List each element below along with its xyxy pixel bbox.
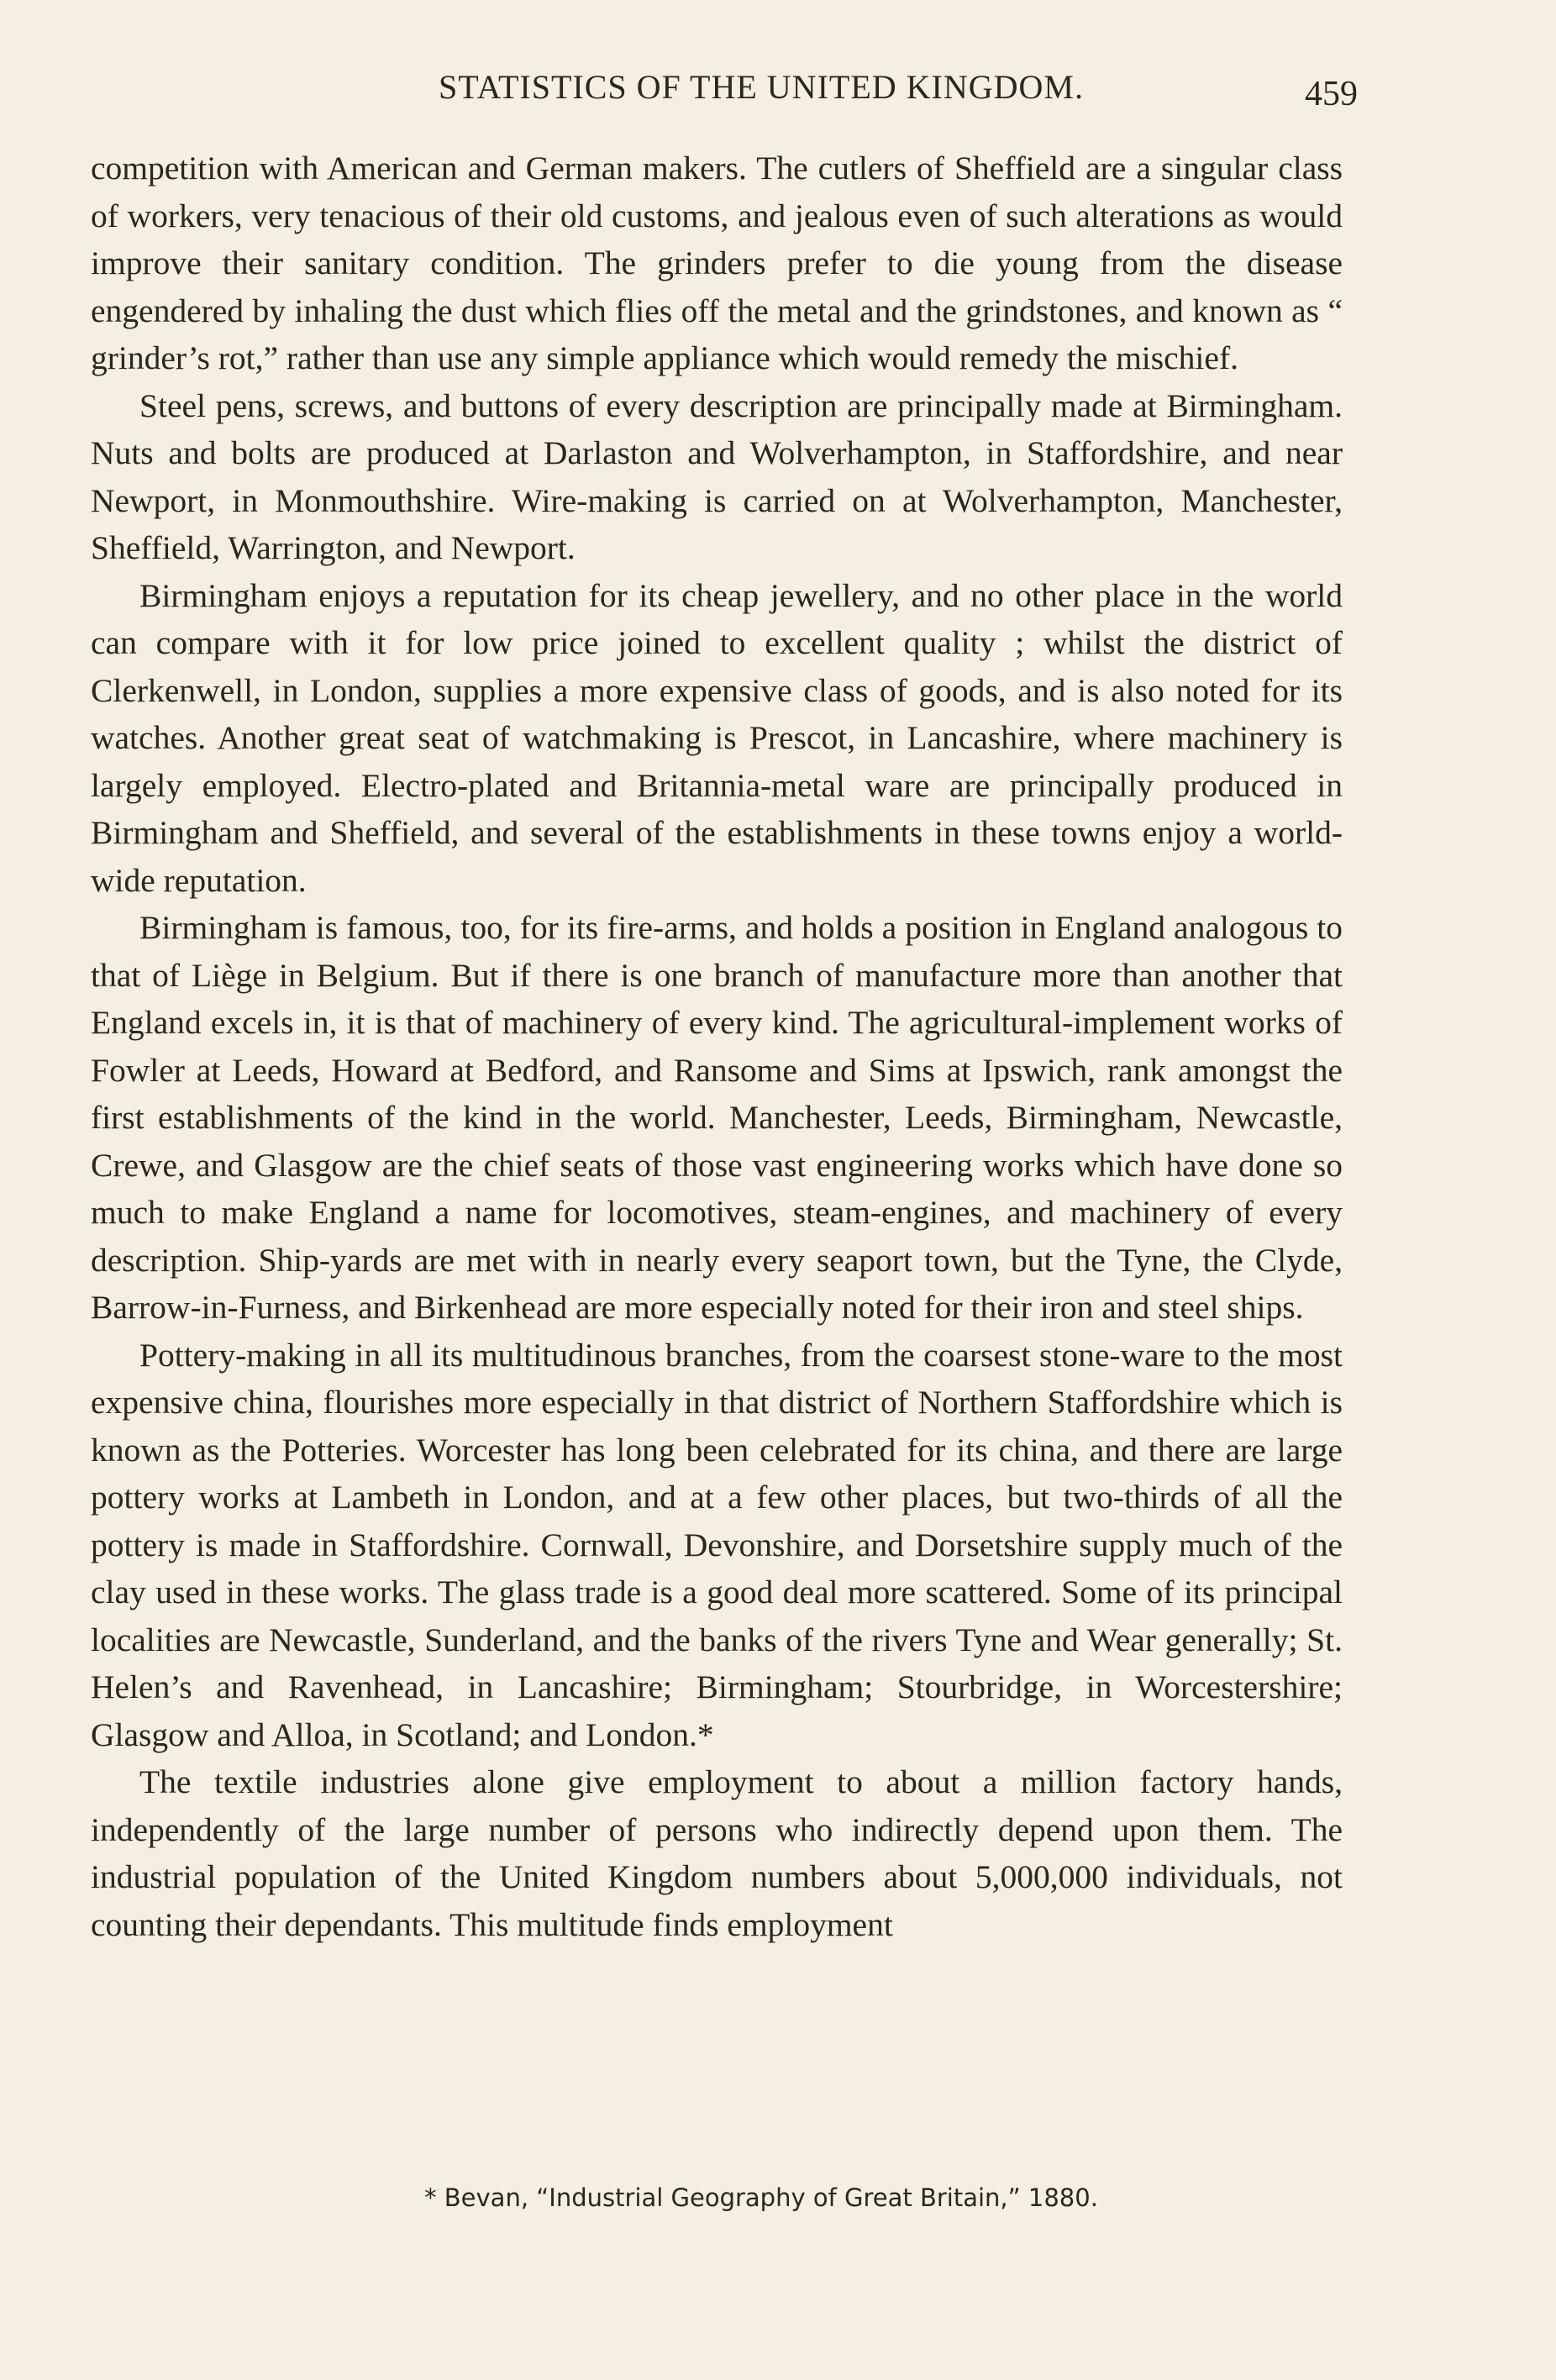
paragraph-cutlers: competition with American and German makers. The cutlers of Sheffield are a singular class of workers, very tenacious of their old customs, and jealous even of such alterations as would improve their sanitary condition. The grinders prefer to die young from the disease engendered by inhaling the dust which flies off the metal and the grindstones, and known as “ grinder’s rot,” rather than use any simple appliance which would remedy the mischief.	[91, 150, 1343, 376]
paragraph-jewellery: Birmingham enjoys a reputation for its cheap jewellery, and no other place in the world can compare with it for low price joined to excellent quality ; whilst the district of Clerkenwell, in London, supplies a more expensive class of goods, and is also noted for its watches. Another great seat of watchmaking is Prescot, in Lancashire, where machinery is largely employed. Electro-plated and Britannia-metal ware are principally produced in Birmingham and Sheffield, and several of the establishments in these towns enjoy a world-wide reputation.	[91, 576, 1343, 899]
footnote: * Bevan, “Industrial Geography of Great Britain,” 1880.	[424, 2183, 1098, 2212]
paragraph-steel-pens: Steel pens, screws, and buttons of every description are principally made at Birmingham. Nuts and bolts are produced at Darlaston and Wolverhampton, in Staffordshire, and near Newport, in Monmouthshire. Wire-making is carried on at Wolverhampton, Manchester, Sheffield, Warrington, and Newport.	[91, 386, 1343, 566]
paragraph-fire-arms: Birmingham is famous, too, for its fire-arms, and holds a position in England analogous to that of Liège in Belgium. But if there is one branch of manufacture more than another that England excels in, it is that of machinery of every kind. The agricultural-implement works of Fowler at Leeds, Howard at Bedford, and Ransome and Sims at Ipswich, rank amongst the first establishments of the kind in the world. Manchester, Leeds, Birmingham, Newcastle, Crewe, and Glasgow are the chief seats of those vast engineering works which have done so much to make England a name for locomotives, steam-engines, and machinery of every description. Ship-yards are met with in nearly every seaport town, but the Tyne, the Clyde, Barrow-in-Furness, and Birkenhead are more especially noted for their iron and steel ships.	[91, 909, 1343, 1326]
running-head	[165, 67, 1358, 126]
body-text	[91, 144, 1343, 1948]
paragraph-pottery: Pottery-making in all its multitudinous branches, from the coarsest stone-ware to the most expensive china, flourishes more especially in that district of Northern Staffordshire which is known as the Potteries. Worcester has long been celebrated for its china, and there are large pottery works at Lambeth in London, and at a few other places, but two-thirds of all the pottery is made in Staffordshire. Cornwall, Devonshire, and Dorsetshire supply much of the clay used in these works. The glass trade is a good deal more scattered. Some of its principal localities are Newcastle, Sunderland, and the banks of the rivers Tyne and Wear generally; St. Helen’s and Ravenhead, in Lancashire; Birmingham; Stourbridge, in Worcestershire; Glasgow and Alloa, in Scotland; and London.*	[91, 1336, 1343, 1753]
paragraph-textiles: The textile industries alone give employment to about a million factory hands, independently of the large number of persons who indirectly depend upon them. The industrial population of the United Kingdom numbers about 5,000,000 individuals, not counting their dependants. This multitude finds employment	[91, 1763, 1343, 1943]
running-title: STATISTICS OF THE UNITED KINGDOM.	[439, 68, 1084, 106]
page-number: 459	[1305, 75, 1358, 113]
